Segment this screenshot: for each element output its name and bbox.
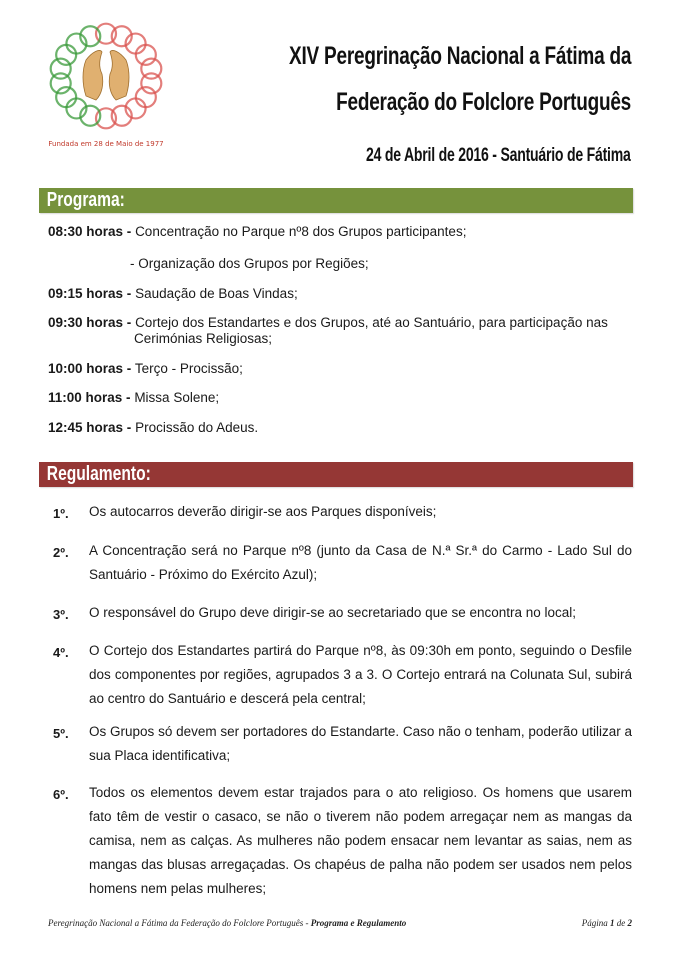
programa-text-continued: Cerimónias Religiosas; <box>134 331 273 346</box>
logo-rings-hands-icon <box>22 18 190 140</box>
programa-text: Missa Solene; <box>134 390 220 405</box>
regulamento-number: 4º. <box>53 645 69 660</box>
programa-item <box>48 361 243 377</box>
logo-ring <box>51 59 71 79</box>
logo-ring <box>56 87 76 107</box>
document-title-line2: Federação do Folclore Português <box>336 88 631 116</box>
programa-item <box>48 315 608 347</box>
document-subtitle: 24 de Abril de 2016 - Santuário de Fátima <box>366 145 631 166</box>
programa-text: Procissão do Adeus. <box>135 420 259 435</box>
regulamento-heading-bar <box>39 462 633 487</box>
programa-time: 08:30 horas - <box>48 224 132 239</box>
page-footer <box>48 918 632 928</box>
programa-text: - Organização dos Grupos por Regiões; <box>130 256 369 271</box>
regulamento-text: Todos os elementos devem estar trajados para o ato religioso. Os homens que usarem fato têm de vestir o casaco, se não o tiverem não podem arregaçar nem as mangas da camisa, nem as calças. As mulheres não podem ensacar nem levantar as saias, nem as mangas das blusas arregaçadas. Os chapéus de palha não podem ser usados nem pelos homens nem pelas mulheres; <box>89 785 632 896</box>
footer-title: Peregrinação Nacional a Fátima da Federação do Folclore Português - <box>48 918 311 928</box>
regulamento-heading: Regulamento: <box>46 463 151 485</box>
regulamento-number: 2º. <box>53 545 69 560</box>
programa-item <box>48 224 466 240</box>
regulamento-number: 5º. <box>53 726 69 741</box>
logo-founded-text: Fundada em 28 de Maio de 1977 <box>48 140 164 148</box>
programa-item <box>48 390 219 406</box>
logo-ring <box>56 45 76 65</box>
programa-time: 09:30 horas - <box>48 315 132 330</box>
programa-time: 10:00 horas - <box>48 361 132 376</box>
programa-time: 12:45 horas - <box>48 420 132 435</box>
programa-heading-bar <box>39 188 633 213</box>
regulamento-number: 6º. <box>53 787 69 802</box>
footer-title-bold: Programa e Regulamento <box>310 918 407 928</box>
logo-ring <box>136 87 156 107</box>
hands-icon <box>83 50 129 100</box>
programa-item <box>48 286 298 302</box>
programa-heading: Programa: <box>46 189 125 211</box>
regulamento-number: 3º. <box>53 607 69 622</box>
regulamento-text: O Cortejo dos Estandartes partirá do Parque nº8, às 09:30h em ponto, seguindo o Desfile dos componentes por regiões, agrupados 3 a 3. O Cortejo entrará na Colunata Sul, subirá ao centro do Santuário e descerá pela central; <box>89 643 632 706</box>
programa-text: Saudação de Boas Vindas; <box>135 286 298 301</box>
programa-text: Terço - Procissão; <box>134 361 243 376</box>
regulamento-text: O responsável do Grupo deve dirigir-se ao secretariado que se encontra no local; <box>89 605 577 620</box>
page-number: Página 1 de 2 <box>581 918 632 928</box>
federation-logo <box>22 18 190 158</box>
programa-item <box>130 256 369 272</box>
regulamento-number: 1º. <box>53 506 69 521</box>
logo-ring <box>136 45 156 65</box>
programa-time: 11:00 horas - <box>48 390 131 405</box>
programa-item <box>48 420 258 436</box>
programa-text: Cortejo dos Estandartes e dos Grupos, até ao Santuário, para participação nas <box>135 315 608 330</box>
regulamento-text: Os autocarros deverão dirigir-se aos Parques disponíveis; <box>89 504 437 519</box>
regulamento-text: A Concentração será no Parque nº8 (junto da Casa de N.ª Sr.ª do Carmo - Lado Sul do Santuário - Próximo do Exército Azul); <box>89 543 632 582</box>
programa-time: 09:15 horas - <box>48 286 132 301</box>
logo-ring <box>141 73 161 93</box>
document-title-line1: XIV Peregrinação Nacional a Fátima da <box>288 42 631 70</box>
programa-text: Concentração no Parque nº8 dos Grupos participantes; <box>135 224 467 239</box>
regulamento-text: Os Grupos só devem ser portadores do Estandarte. Caso não o tenham, poderão utilizar a sua Placa identificativa; <box>89 724 632 763</box>
